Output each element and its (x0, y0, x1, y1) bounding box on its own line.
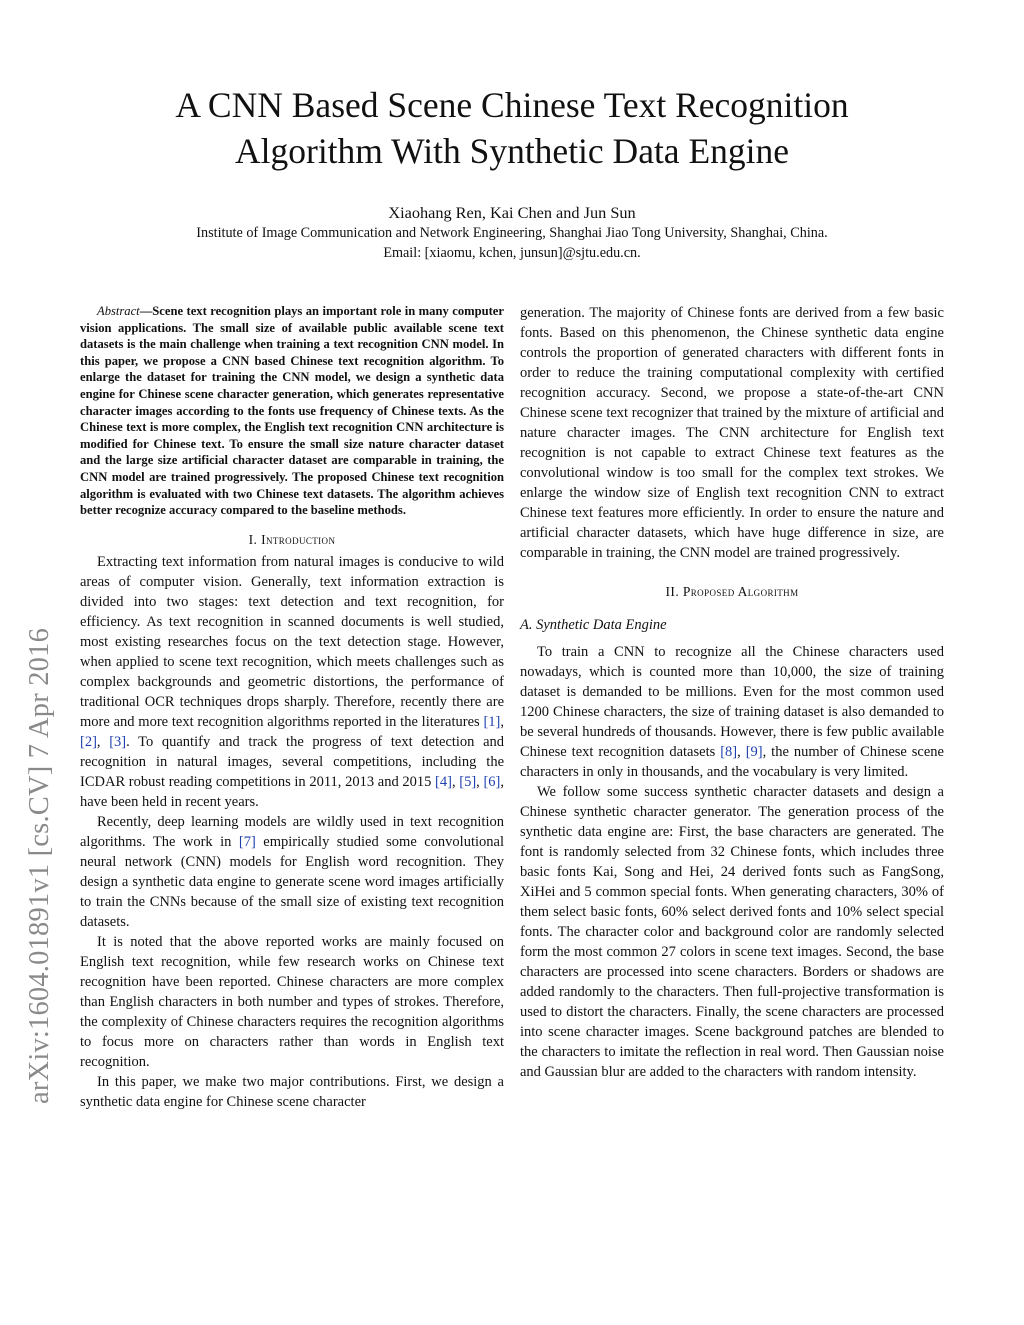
intro-paragraph-1: Extracting text information from natural images is conducive to wild areas of computer vision. Generally, text information extraction is divided into two stages: text detection and text recognition, for efficiency. As text recognition in scanned documents is well studied, most existing researches focus on the text detection stage. However, when applied to scene text recognition, which meets challenges such as complex backgrounds and geometric distortions, the performance of traditional OCR techniques drops sharply. Therefore, recently there are more and more text recognition algorithms reported in the literatures [1], [2], [3]. To quantify and track the progress of text detection and recognition in natural images, several competitions, including the ICDAR robust reading competitions in 2011, 2013 and 2015 [4], [5], [6], have been held in recent years. (80, 553, 505, 810)
title-line-1: A CNN Based Scene Chinese Text Recognition (175, 85, 849, 125)
affiliation: Institute of Image Communication and Network Engineering, Shanghai Jiao Tong University, Shanghai, China. (196, 225, 828, 241)
author-list: Xiaohang Ren, Kai Chen and Jun Sun (388, 203, 636, 222)
abstract (80, 303, 504, 519)
citation-1[interactable]: [1] (483, 713, 501, 730)
citation-6[interactable]: [6] (483, 773, 501, 790)
synthetic-engine-paragraph-2: We follow some success synthetic character datasets and design a Chinese synthetic character generator. The generation process of the synthetic data engine are: First, the base characters are generated. The font is randomly selected from 32 Chinese fonts, which includes three basic fonts Kai, Song and Hei, 24 derived fonts such as FangSong, XiHei and 5 common special fonts. When generating characters, 30% of them select basic fonts, 60% select derived fonts and 10% select special fonts. The character color and background color are randomly selected form the most common 27 colors in scene text images. Second, the base characters are processed into scene characters. Borders or shadows are added randomly to the characters. Then full-projective transformation is used to distort the characters. Finally, the scene characters are processed into scene character images. Scene background patches are blended to the characters to imitate the reflection in real word. Then Gaussian noise and Gaussian blur are added to the characters with random intensity. (520, 784, 944, 1080)
citation-4[interactable]: [4] (435, 773, 452, 790)
abstract-dash: — (139, 304, 153, 318)
intro-paragraph-4-continued: generation. The majority of Chinese fonts are derived from a few basic fonts. Based on this phenomenon, the Chinese synthetic data engine controls the proportion of generated characters with different fonts in order to reduce the training computational complexity with certified recognition accuracy. Second, we propose a state-of-the-art CNN Chinese scene text recognizer that trained by the mixture of artificial and nature character images. The CNN architecture for English text recognition is not capable to extract Chinese text features as the convolutional window is too small for the complex text strokes. We enlarge the window size of English text recognition CNN to extract Chinese text features more efficiently. In order to ensure the nature and artificial character datasets, which have huge difference in size, are comparable in training, the CNN model are trained progressively. (520, 305, 944, 561)
citation-3[interactable]: [3] (109, 733, 127, 750)
email-line: Email: [xiaomu, kchen, junsun]@sjtu.edu.cn. (383, 245, 641, 261)
title-line-2: Algorithm With Synthetic Data Engine (235, 131, 789, 171)
section-2-heading: II. Proposed Algorithm (665, 584, 799, 599)
citation-8[interactable]: [8] (720, 744, 738, 760)
citation-9[interactable]: [9] (745, 744, 763, 760)
intro-paragraph-3: It is noted that the above reported works are mainly focused on English text recognition, while few research works on Chinese text recognition have been reported. Chinese characters are more complex than English characters in both number and types of strokes. Therefore, the complexity of Chinese characters requires the recognition algorithms to focus more on characters rather than words in English text recognition. (80, 933, 504, 1070)
abstract-label: Abstract (97, 304, 140, 318)
right-column (520, 303, 944, 1082)
section-1-heading: I. Introduction (248, 531, 336, 547)
citation-7[interactable]: [7] (238, 833, 256, 850)
abstract-text: Scene text recognition plays an important role in many computer vision applications. The small size of available public available scene text datasets is the main challenge when training a text recognition CNN model. In this paper, we propose a CNN based Chinese text recognition algorithm. To enlarge the dataset for training the CNN model, we design a synthetic data engine for Chinese scene character generation, which generates representative character images according to the fonts use frequency of Chinese texts. As the Chinese text is more complex, the English text recognition CNN architecture is modified for Chinese text. To ensure the small size nature character dataset and the large size artificial character dataset are comparable in training, the CNN model are trained progressively. The proposed Chinese text recognition algorithm is evaluated with two Chinese text datasets. The algorithm achieves better recognize accuracy compared to the baseline methods. (80, 304, 504, 518)
citation-5[interactable]: [5] (459, 773, 477, 790)
left-column (80, 303, 504, 1112)
subsection-heading: A. Synthetic Data Engine (520, 617, 667, 633)
synthetic-engine-paragraph-1: To train a CNN to recognize all the Chinese characters used nowadays, which is counted more than 10,000, the size of training dataset is demanded to be millions. Even for the most common used 1200 Chinese characters, the size of training dataset is also demanded to be several hundreds of thousands. However, there is few public available Chinese text recognition datasets [8], [9], the number of Chinese scene characters in only in thousands, and the vocabulary is very limited. (520, 644, 944, 780)
paper-title (80, 82, 944, 174)
intro-paragraph-2: Recently, deep learning models are wildly used in text recognition algorithms. The work in [7] empirically studied some convolutional neural network (CNN) models for English word recognition. They design a synthetic data engine to generate scene word images artificially to train the CNNs because of the small size of existing text recognition datasets. (80, 813, 504, 930)
intro-paragraph-4: In this paper, we make two major contributions. First, we design a synthetic data engine for Chinese scene character (80, 1073, 504, 1110)
citation-2[interactable]: [2] (80, 733, 97, 750)
